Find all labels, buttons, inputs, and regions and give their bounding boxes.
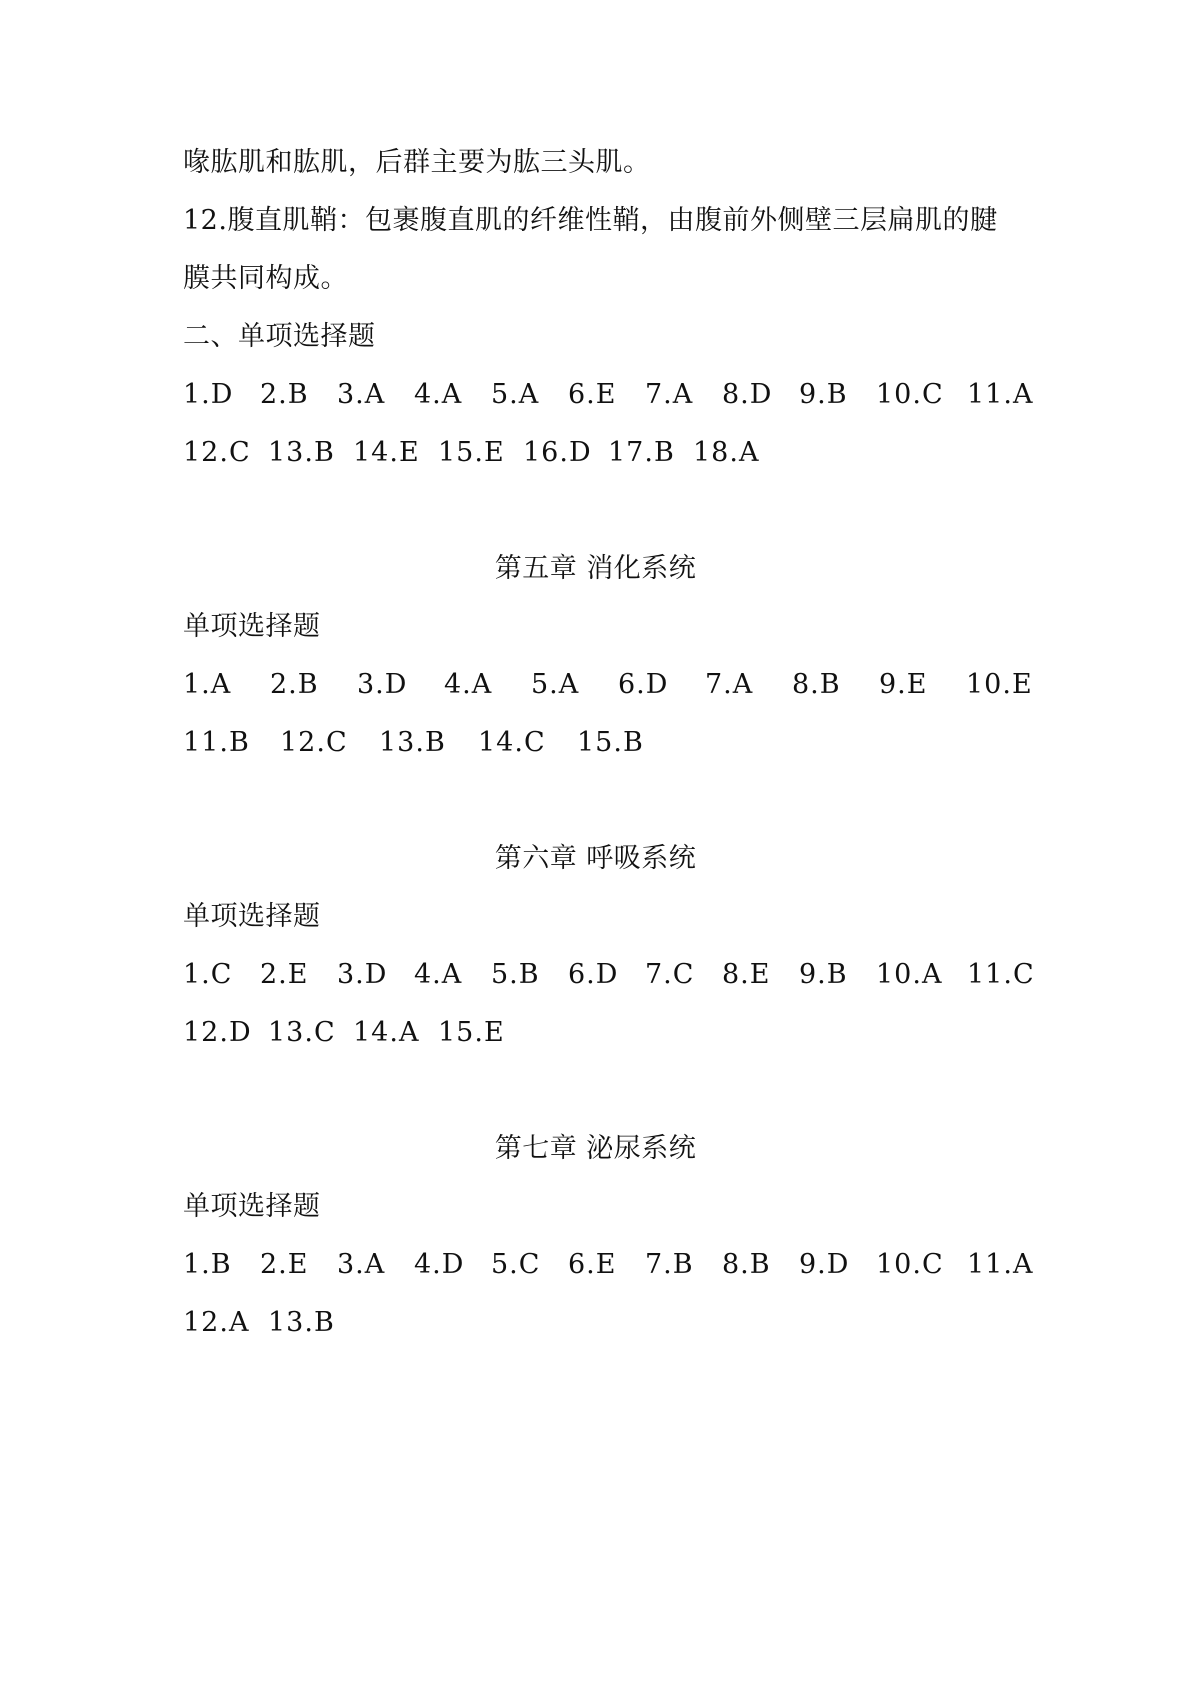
section-subtitle: 单项选择题 — [183, 1191, 321, 1222]
answer-item: 2.B — [260, 379, 309, 410]
answer-item: 7.C — [645, 959, 695, 990]
answer-item: 3.A — [337, 379, 386, 410]
answer-item: 11.A — [967, 379, 1034, 410]
answer-item: 14.C — [478, 727, 546, 758]
answer-item: 2.B — [270, 669, 319, 700]
answer-item: 13.C — [268, 1017, 336, 1048]
answer-item: 9.E — [879, 669, 928, 700]
answer-item: 16.D — [523, 437, 592, 468]
section-title: 二、单项选择题 — [183, 321, 376, 352]
answer-item: 7.A — [705, 669, 754, 700]
section-subtitle: 单项选择题 — [183, 611, 321, 642]
answer-item: 6.D — [568, 959, 619, 990]
answer-item: 6.E — [568, 1249, 617, 1280]
answer-item: 10.A — [876, 959, 943, 990]
chapter-heading: 第七章 泌尿系统 — [494, 1133, 697, 1164]
answer-item: 5.A — [531, 669, 580, 700]
answer-item: 1.A — [183, 669, 232, 700]
answer-item: 7.B — [645, 1249, 694, 1280]
answer-item: 2.E — [260, 1249, 309, 1280]
answer-item: 4.A — [444, 669, 493, 700]
answer-item: 11.C — [967, 959, 1035, 990]
answer-row — [183, 1248, 1034, 1282]
answer-item: 13.B — [379, 727, 446, 758]
answer-row — [183, 436, 1023, 470]
answer-row — [183, 1016, 1023, 1050]
answer-item: 17.B — [608, 437, 675, 468]
section-subtitle: 单项选择题 — [183, 901, 321, 932]
answer-item: 10.C — [876, 379, 944, 410]
answer-item: 9.D — [799, 1249, 850, 1280]
answer-item: 3.D — [337, 959, 388, 990]
answer-item: 14.A — [353, 1017, 420, 1048]
answer-item: 14.E — [353, 437, 420, 468]
answer-item: 4.A — [414, 959, 463, 990]
answer-row — [183, 668, 1033, 702]
chapter-heading: 第五章 消化系统 — [494, 553, 697, 584]
answer-item: 9.B — [799, 379, 848, 410]
answer-item: 3.D — [357, 669, 408, 700]
answer-item: 12.D — [183, 1017, 252, 1048]
answer-item: 15.E — [438, 1017, 505, 1048]
answer-item: 8.B — [722, 1249, 771, 1280]
answer-item: 8.D — [722, 379, 773, 410]
answer-item: 8.B — [792, 669, 841, 700]
answer-item: 12.A — [183, 1307, 250, 1338]
text-line-3: 膜共同构成。 — [183, 263, 348, 294]
answer-item: 1.C — [183, 959, 233, 990]
answer-item: 18.A — [693, 437, 760, 468]
answer-row — [183, 1306, 1023, 1340]
answer-item: 15.B — [577, 727, 644, 758]
answer-item: 2.E — [260, 959, 309, 990]
answer-item: 1.B — [183, 1249, 232, 1280]
answer-item: 6.D — [618, 669, 669, 700]
answer-item: 5.A — [491, 379, 540, 410]
answer-item: 10.E — [966, 669, 1033, 700]
answer-row — [183, 726, 1023, 760]
answer-item: 4.D — [414, 1249, 465, 1280]
answer-item: 9.B — [799, 959, 848, 990]
answer-item: 15.E — [438, 437, 505, 468]
answer-item: 1.D — [183, 379, 234, 410]
answer-item: 11.A — [967, 1249, 1034, 1280]
answer-item: 11.B — [183, 727, 250, 758]
answer-item: 8.E — [722, 959, 771, 990]
answer-item: 13.B — [268, 437, 335, 468]
answer-item: 5.B — [491, 959, 540, 990]
text-line-1: 喙肱肌和肱肌，后群主要为肱三头肌。 — [183, 147, 651, 178]
answer-item: 7.A — [645, 379, 694, 410]
chapter-heading: 第六章 呼吸系统 — [494, 843, 697, 874]
answer-item: 12.C — [183, 437, 251, 468]
answer-row — [183, 958, 1035, 992]
answer-item: 12.C — [280, 727, 348, 758]
answer-item: 10.C — [876, 1249, 944, 1280]
answer-item: 13.B — [268, 1307, 335, 1338]
answer-item: 5.C — [491, 1249, 541, 1280]
answer-item: 6.E — [568, 379, 617, 410]
answer-row — [183, 378, 1034, 412]
answer-item: 4.A — [414, 379, 463, 410]
answer-item: 3.A — [337, 1249, 386, 1280]
text-line-2: 12.腹直肌鞘：包裹腹直肌的纤维性鞘，由腹前外侧壁三层扁肌的腱 — [183, 205, 998, 236]
